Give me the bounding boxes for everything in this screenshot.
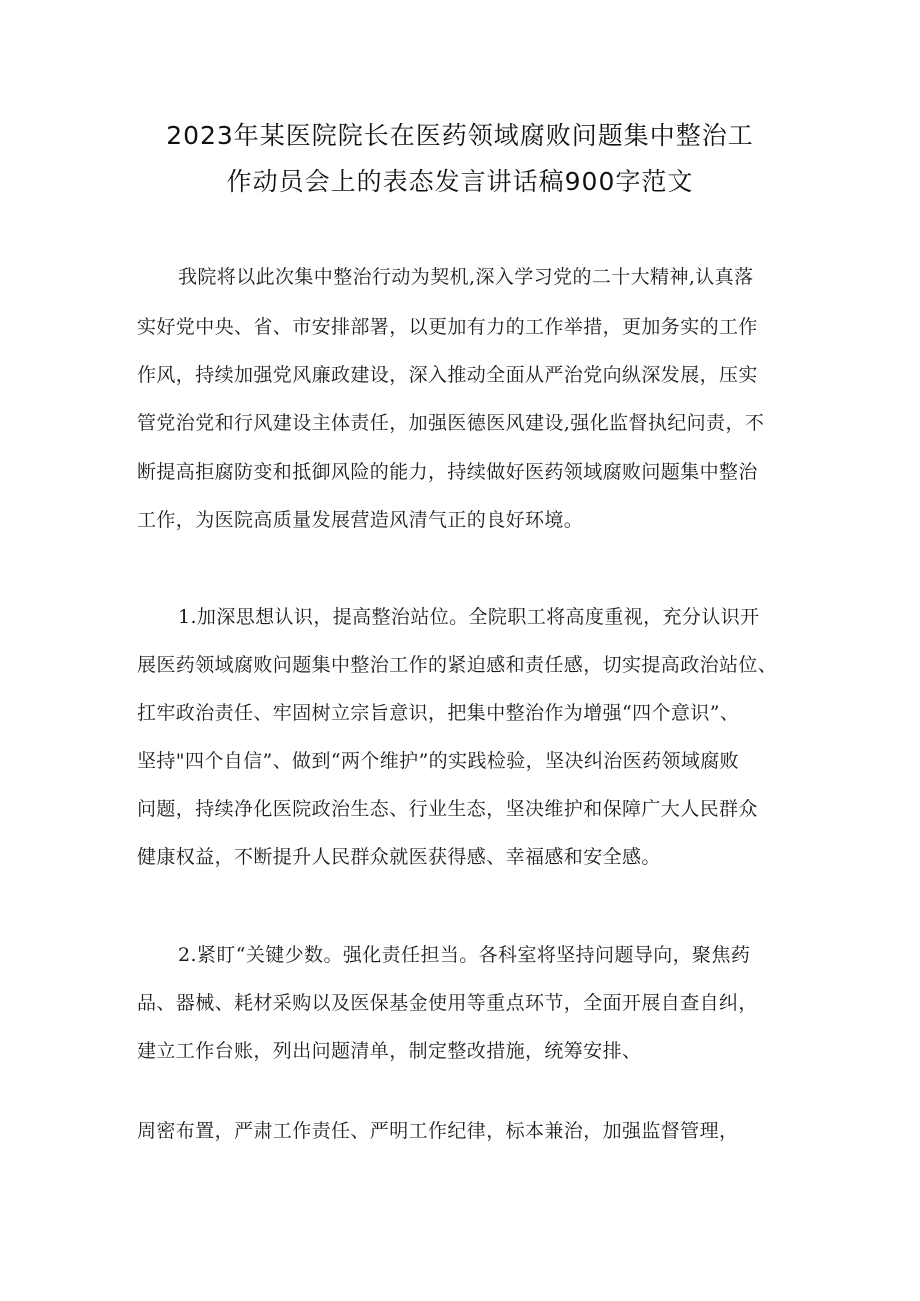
- paragraph-1-line-3: 作风，持续加强党风廉政建设，深入推动全面从严治党向纵深发展，压实: [137, 364, 758, 386]
- paragraph-3-line-3: 建立工作台账，列出问题清单，制定整改措施，统筹安排、: [137, 1040, 642, 1062]
- paragraph-2-line-4: 坚持"四个自信”、做到“两个维护”的实践检验，坚决纠治医药领域腐败: [137, 750, 740, 772]
- paragraph-1-line-4: 管党治党和行风建设主体责任，加强医德医风建设,强化监督执纪问责，不: [137, 412, 765, 434]
- paragraph-2-line-5: 问题，持续净化医院政治生态、行业生态，坚决维护和保障广大人民群众: [137, 798, 758, 820]
- document-title-line-2: 作动员会上的表态发言讲话稿900字范文: [226, 167, 694, 196]
- paragraph-3-line-1: 2.紧盯“关键少数。强化责任担当。各科室将坚持问题导向，聚焦药: [178, 944, 751, 966]
- paragraph-2-line-1: 1.加深思想认识，提高整治站位。全院职工将高度重视，充分认识开: [178, 606, 760, 628]
- paragraph-3-line-4: 周密布置，严肃工作责任、严明工作纪律，标本兼治，加强监督管理，: [137, 1120, 739, 1142]
- paragraph-1-line-6: 工作，为医院高质量发展营造风清气正的良好环境。: [137, 509, 584, 531]
- paragraph-1-line-1: 我院将以此次集中整治行动为契机,深入学习党的二十大精神,认真落: [178, 266, 754, 288]
- paragraph-1-line-5: 断提高拒腐防变和抵御风险的能力，持续做好医药领域腐败问题集中整治: [137, 461, 758, 483]
- paragraph-1-line-2: 实好党中央、省、市安排部署，以更加有力的工作举措，更加务实的工作: [137, 316, 758, 338]
- document-title-line-1: 2023年某医院院长在医药领域腐败问题集中整治工: [166, 121, 754, 150]
- paragraph-2-line-3: 扛牢政治责任、牢固树立宗旨意识，把集中整治作为增强“四个意识”、: [137, 702, 740, 724]
- paragraph-2-line-6: 健康权益，不断提升人民群众就医获得感、幸福感和安全感。: [137, 846, 661, 868]
- paragraph-3-line-2: 品、器械、耗材采购以及医保基金使用等重点环节，全面开展自查自纠，: [137, 992, 758, 1014]
- paragraph-2-line-2: 展医药领域腐败问题集中整治工作的紧迫感和责任感，切实提高政治站位、: [137, 654, 778, 676]
